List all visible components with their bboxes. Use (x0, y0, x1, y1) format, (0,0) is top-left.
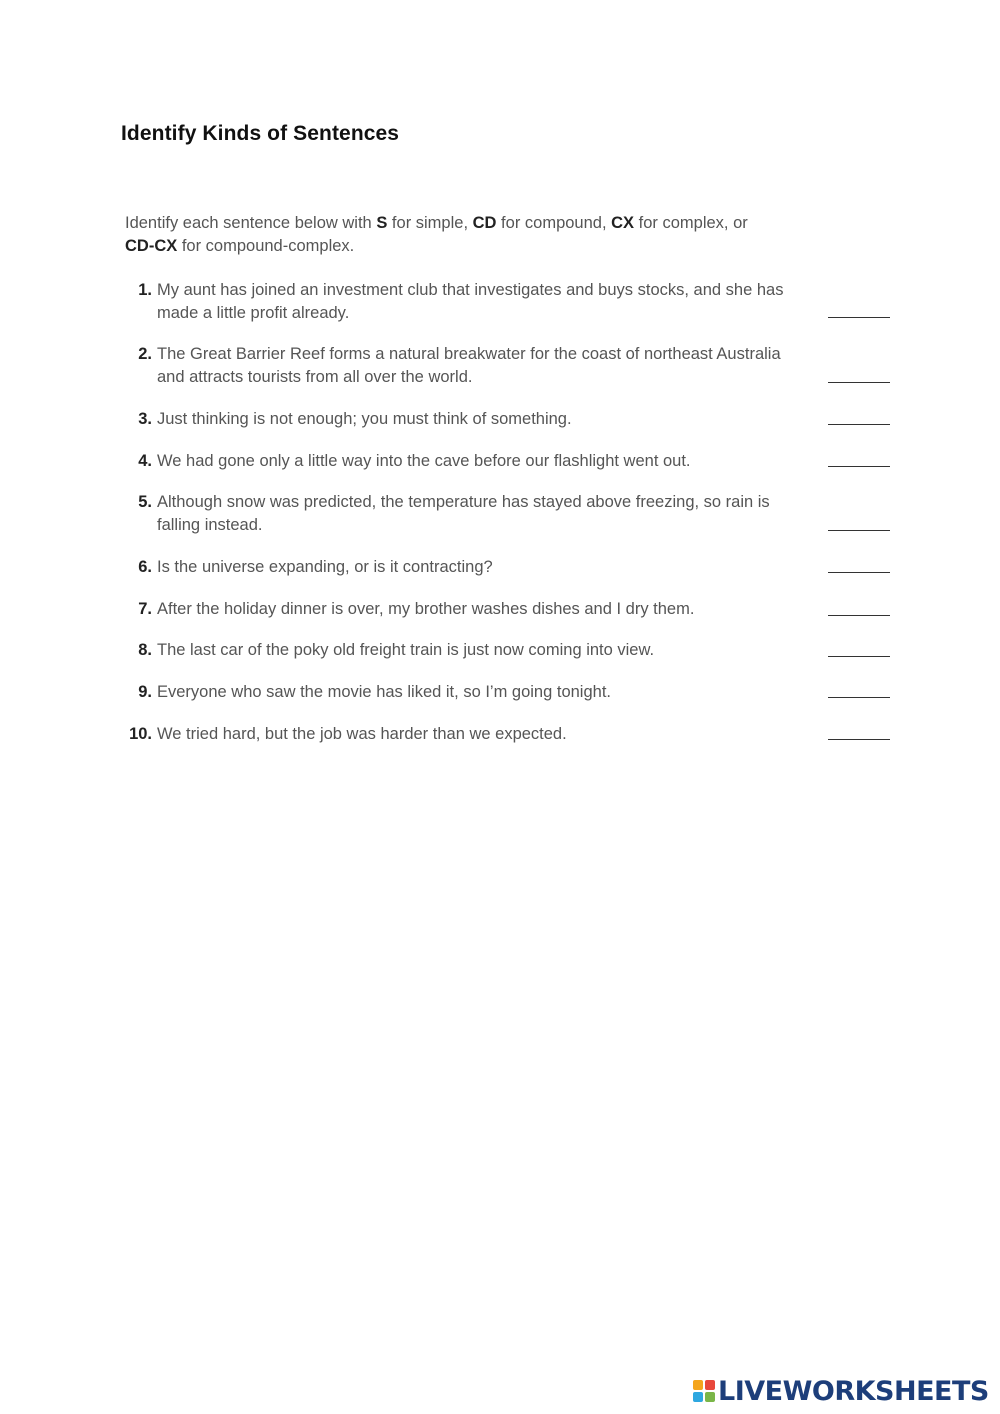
liveworksheets-logo (693, 1374, 989, 1408)
logo-square (705, 1380, 715, 1390)
code-complex: CX (611, 214, 635, 232)
code-compound-complex: CD-CX (125, 237, 178, 255)
logo-square (693, 1380, 703, 1390)
answer-blank[interactable] (828, 615, 890, 616)
answer-blank[interactable] (828, 572, 890, 573)
question-number: 2. (138, 345, 152, 363)
question-number: 9. (138, 683, 152, 701)
question-text: Just thinking is not enough; you must think of something. (157, 410, 572, 428)
logo-grid-icon (693, 1380, 715, 1402)
answer-blank[interactable] (828, 317, 890, 318)
question-text: My aunt has joined an investment club that investigates and buys stocks, and she has made a little profit already. (157, 281, 784, 322)
answer-blank[interactable] (828, 424, 890, 425)
question-text: The Great Barrier Reef forms a natural breakwater for the coast of northeast Australia and attracts tourists from all over the world. (157, 345, 781, 386)
question-text: We tried hard, but the job was harder than we expected. (157, 725, 567, 743)
logo-square (705, 1392, 715, 1402)
instructions-text: for simple, (387, 214, 473, 232)
question-text: We had gone only a little way into the cave before our flashlight went out. (157, 452, 691, 470)
instructions-text: for complex, or (634, 214, 748, 232)
answer-blank[interactable] (828, 466, 890, 467)
question-number: 3. (138, 410, 152, 428)
question-number: 4. (138, 452, 152, 470)
answer-blank[interactable] (828, 530, 890, 531)
question-text: Everyone who saw the movie has liked it, so I’m going tonight. (157, 683, 611, 701)
instructions-text: for compound, (496, 214, 612, 232)
instructions (125, 212, 765, 258)
question-number: 8. (138, 641, 152, 659)
question-number: 10. (129, 725, 152, 743)
instructions-text: Identify each sentence below with (125, 214, 377, 232)
code-compound: CD (472, 214, 497, 232)
code-simple: S (376, 214, 388, 232)
answer-blank[interactable] (828, 697, 890, 698)
question-number: 5. (138, 493, 152, 511)
question-number: 1. (138, 281, 152, 299)
logo-text: LIVEWORKSHEETS (718, 1375, 989, 1407)
answer-blank[interactable] (828, 739, 890, 740)
question-text: After the holiday dinner is over, my brother washes dishes and I dry them. (157, 600, 695, 618)
answer-blank[interactable] (828, 382, 890, 383)
question-text: The last car of the poky old freight train is just now coming into view. (157, 641, 655, 659)
question-number: 7. (138, 600, 152, 618)
instructions-text: for compound-complex. (177, 237, 355, 255)
question-number: 6. (138, 558, 152, 576)
answer-blank[interactable] (828, 656, 890, 657)
logo-square (693, 1392, 703, 1402)
worksheet-title: Identify Kinds of Sentences (121, 122, 400, 145)
question-text: Although snow was predicted, the temperature has stayed above freezing, so rain is falling instead. (157, 493, 770, 534)
question-text: Is the universe expanding, or is it contracting? (157, 558, 493, 576)
